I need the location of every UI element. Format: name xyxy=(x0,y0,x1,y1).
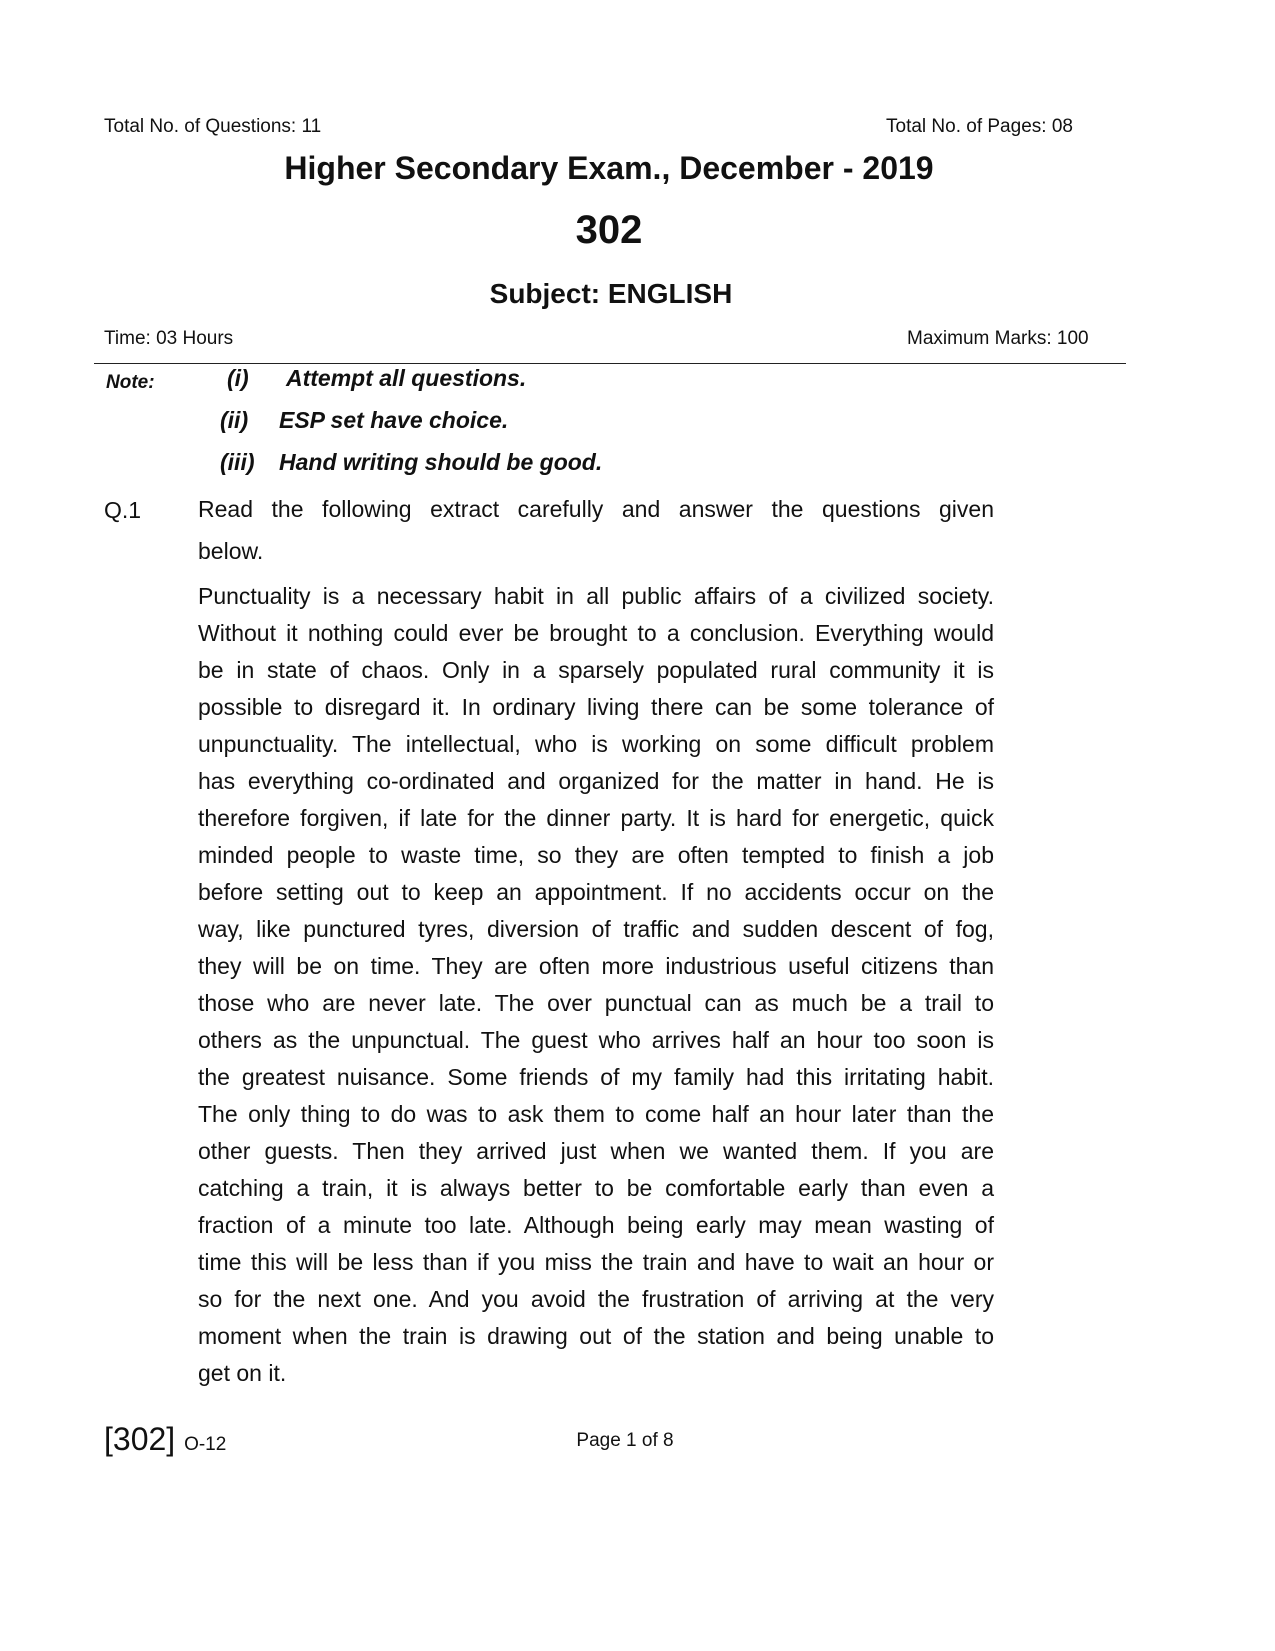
footer-code: [302] xyxy=(104,1421,176,1457)
subject-title: Subject: ENGLISH xyxy=(489,278,733,309)
note-item-text: Hand writing should be good. xyxy=(279,449,603,475)
footer-code-suffix: O-12 xyxy=(184,1434,227,1455)
passage-line: moment when the train is drawing out of the station and being unable to xyxy=(198,1323,994,1349)
paper-code: 302 xyxy=(575,208,643,252)
exam-title: Higher Secondary Exam., December - 2019 xyxy=(284,150,934,186)
total-questions: Total No. of Questions: 11 xyxy=(104,116,322,137)
page-number: Page 1 of 8 xyxy=(576,1430,674,1451)
passage-line: minded people to waste time, so they are often tempted to finish a job xyxy=(198,842,994,868)
passage-line: they will be on time. They are often more industrious useful citizens than xyxy=(198,953,994,979)
passage-line: the greatest nuisance. Some friends of my family had this irritating habit. xyxy=(198,1064,994,1090)
passage-line: other guests. Then they arrived just when we wanted them. If you are xyxy=(198,1138,994,1164)
passage-line: before setting out to keep an appointment. If no accidents occur on the xyxy=(198,879,994,905)
passage-line: unpunctuality. The intellectual, who is working on some difficult problem xyxy=(198,731,994,757)
passage-line: possible to disregard it. In ordinary living there can be some tolerance of xyxy=(198,694,994,720)
note-item-number: (i) xyxy=(227,365,249,391)
passage-line: fraction of a minute too late. Although being early may mean wasting of xyxy=(198,1212,994,1238)
note-item-text: ESP set have choice. xyxy=(279,407,509,433)
passage-line: be in state of chaos. Only in a sparsely populated rural community it is xyxy=(198,657,994,683)
note-item-text: Attempt all questions. xyxy=(286,365,527,391)
question-instruction-continued: below. xyxy=(198,538,264,564)
passage-line: those who are never late. The over punctual can as much be a trail to xyxy=(198,990,994,1016)
note-item-number: (iii) xyxy=(220,449,255,475)
passage-line: others as the unpunctual. The guest who arrives half an hour too soon is xyxy=(198,1027,994,1053)
exam-time: Time: 03 Hours xyxy=(104,328,234,349)
passage-line: Punctuality is a necessary habit in all public affairs of a civilized society. xyxy=(198,583,994,609)
note-label: Note: xyxy=(106,372,155,393)
question-instruction: Read the following extract carefully and answer the questions given xyxy=(198,496,994,522)
total-pages: Total No. of Pages: 08 xyxy=(886,116,1073,137)
question-number: Q.1 xyxy=(104,497,142,523)
passage-line: has everything co-ordinated and organized for the matter in hand. He is xyxy=(198,768,994,794)
reading-passage xyxy=(198,578,994,1392)
passage-line: Without it nothing could ever be brought to a conclusion. Everything would xyxy=(198,620,994,646)
note-item-number: (ii) xyxy=(220,407,249,433)
passage-line: so for the next one. And you avoid the frustration of arriving at the very xyxy=(198,1286,994,1312)
passage-line: time this will be less than if you miss the train and have to wait an hour or xyxy=(198,1249,994,1275)
passage-line: get on it. xyxy=(198,1360,287,1386)
passage-line: therefore forgiven, if late for the dinner party. It is hard for energetic, quick xyxy=(198,805,994,831)
passage-line: way, like punctured tyres, diversion of traffic and sudden descent of fog, xyxy=(198,916,994,942)
passage-line: catching a train, it is always better to be comfortable early than even a xyxy=(198,1175,994,1201)
header-divider xyxy=(94,363,1126,364)
maximum-marks: Maximum Marks: 100 xyxy=(907,328,1089,349)
passage-line: The only thing to do was to ask them to come half an hour later than the xyxy=(198,1101,994,1127)
